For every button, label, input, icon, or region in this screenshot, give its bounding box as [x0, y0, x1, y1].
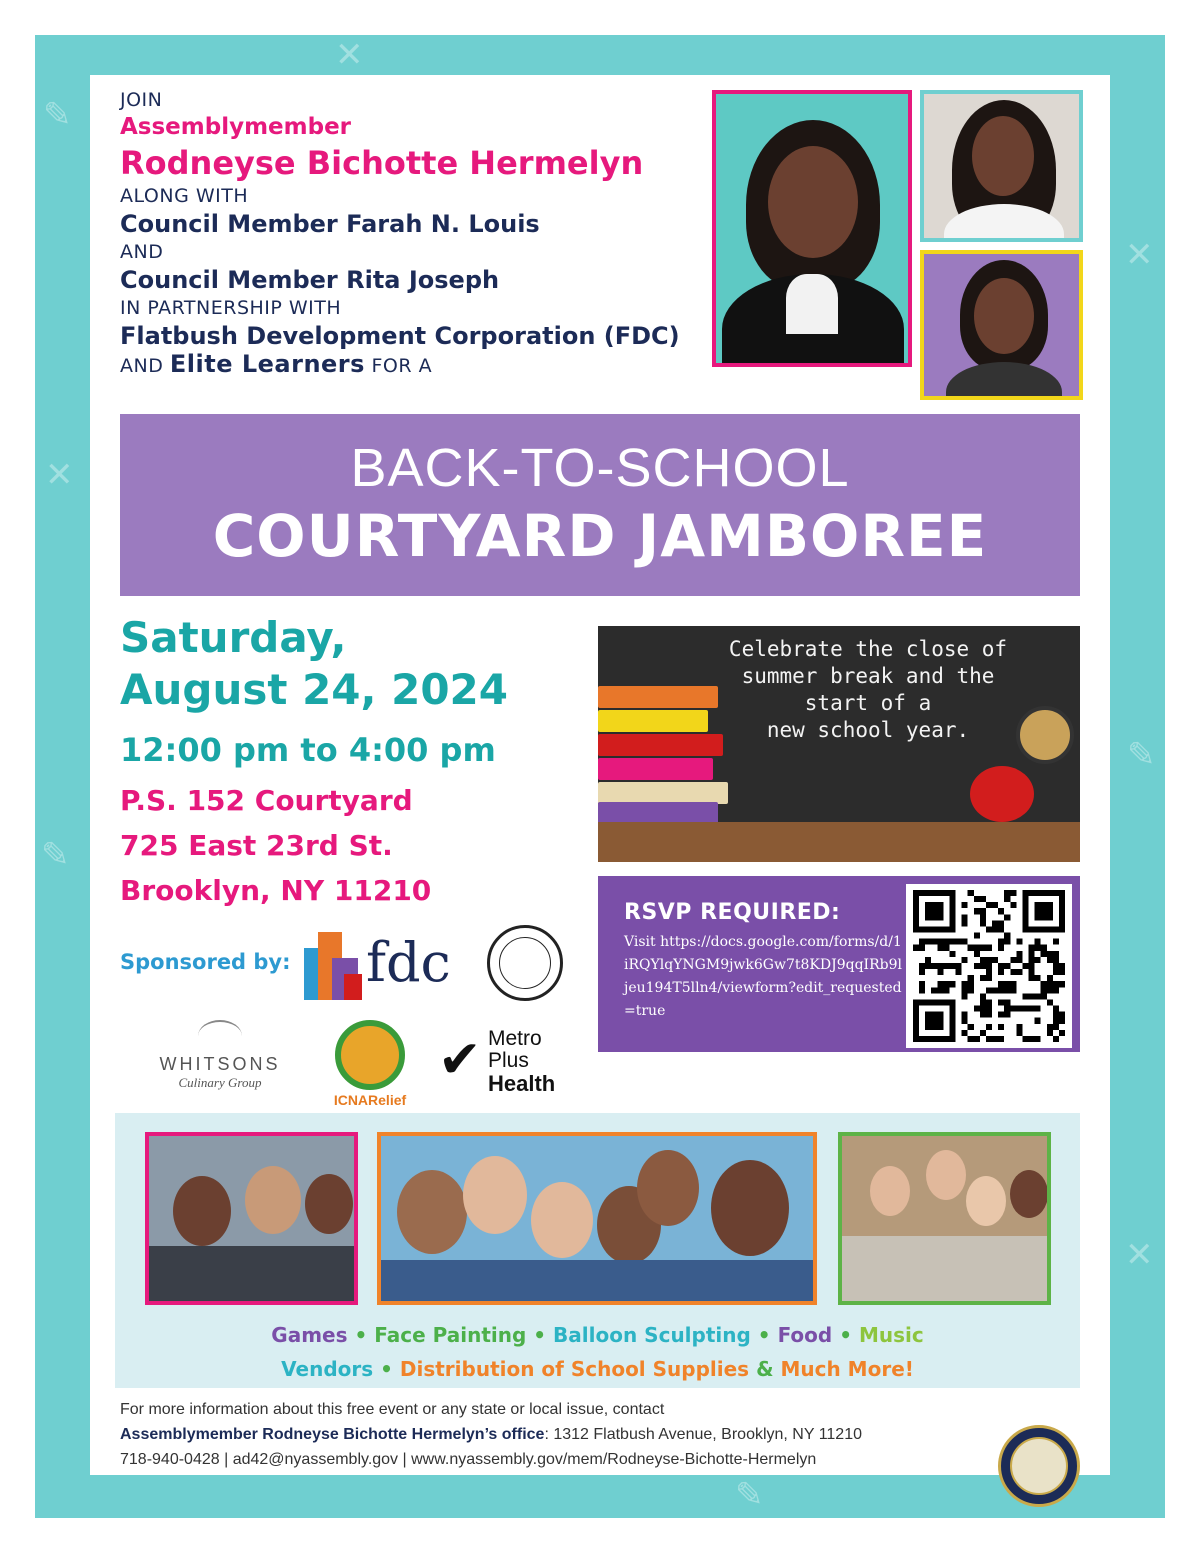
ruler-doodle-icon: ✕ [45, 455, 74, 495]
footer-contact-line[interactable]: 718-940-0428 | ad42@nyassembly.gov | www.nyassembly.gov/mem/Rodneyse-Bichotte-Hermelyn [120, 1451, 817, 1468]
apple-icon [970, 766, 1034, 822]
photo-kids-3 [838, 1132, 1051, 1305]
activities-line-2 [115, 1352, 1080, 1386]
rsvp-heading: RSVP REQUIRED: [624, 900, 841, 925]
qr-code[interactable] [906, 884, 1072, 1048]
footer-intro: For more information about this free event or any state or local issue, contact [120, 1401, 665, 1418]
host-title: Assemblymember [120, 114, 352, 140]
bullet-separator: • [839, 1323, 852, 1347]
partner-org-2: Elite Learners [169, 350, 365, 378]
book-doodle-icon: ✎ [41, 835, 70, 875]
sponsored-by-label: Sponsored by: [120, 950, 291, 974]
activities-line-1 [115, 1318, 1080, 1352]
bullet-separator: • [380, 1357, 393, 1381]
partner-line [120, 352, 710, 378]
pencil-doodle-icon: ✎ [43, 95, 72, 135]
for-a-text: FOR A [371, 355, 433, 377]
activity-games: Games [271, 1323, 348, 1347]
council-member-1: Council Member Farah N. Louis [120, 210, 540, 238]
activity-more: Much More! [780, 1357, 914, 1381]
event-day: Saturday, [120, 613, 347, 662]
chalk-line-3: start of a [804, 691, 932, 715]
chalk-line-2: summer break and the [741, 664, 995, 688]
whitsons-name: WHITSONS [159, 1054, 281, 1074]
ampersand: & [756, 1357, 774, 1381]
whitsons-sub: Culinary Group [178, 1075, 262, 1090]
event-city: Brooklyn, NY 11210 [120, 874, 432, 907]
activity-food: Food [777, 1323, 833, 1347]
elite-learners-logo [487, 925, 563, 1001]
photo-kids-2 [377, 1132, 817, 1305]
metro-line-3: Health [488, 1071, 556, 1096]
activity-music: Music [858, 1323, 924, 1347]
metroplus-health-logo [438, 1028, 578, 1098]
star-doodle-icon: ✕ [335, 35, 364, 75]
star-doodle-icon: ✕ [1125, 235, 1154, 275]
activity-face-painting: Face Painting [374, 1323, 527, 1347]
event-time: 12:00 pm to 4:00 pm [120, 731, 496, 769]
whitsons-logo [140, 1020, 300, 1091]
event-date: August 24, 2024 [120, 665, 508, 714]
rsvp-box [598, 876, 1080, 1052]
chalk-line-4: new school year. [766, 718, 970, 742]
event-venue: P.S. 152 Courtyard [120, 784, 413, 817]
fdc-wordmark: fdc [366, 931, 451, 994]
invitation-header [120, 88, 710, 378]
photo-assemblymember [712, 90, 912, 367]
metro-line-2: Plus [488, 1049, 529, 1072]
event-street: 725 East 23rd St. [120, 829, 393, 862]
icna-relief-logo [320, 1020, 420, 1108]
and-text-2: AND [120, 355, 164, 377]
bullet-separator: • [533, 1323, 547, 1347]
footer-office-line [120, 1422, 1000, 1447]
icna-name: ICNARelief [333, 1092, 407, 1108]
metro-line-1: Metro [488, 1027, 542, 1050]
chalkboard-image [598, 626, 1080, 862]
checkmark-icon: ✔ [438, 1030, 482, 1090]
council-member-2: Council Member Rita Joseph [120, 266, 500, 294]
footer-office: Assemblymember Rodneyse Bichotte Hermelyn’s office [120, 1426, 545, 1443]
event-title-banner [120, 414, 1080, 596]
photo-kids-1 [145, 1132, 358, 1305]
chalk-line-1: Celebrate the close of [728, 637, 1008, 661]
activity-balloon: Balloon Sculpting [553, 1323, 751, 1347]
bullet-separator: • [757, 1323, 771, 1347]
event-title-line2: COURTYARD JAMBOREE [212, 502, 988, 570]
footer-address: : 1312 Flatbush Avenue, Brooklyn, NY 11210 [544, 1426, 862, 1443]
partner-org-1: Flatbush Development Corporation (FDC) [120, 322, 680, 350]
along-with-text: ALONG WITH [120, 185, 249, 207]
activity-supplies: Distribution of School Supplies [399, 1357, 750, 1381]
photo-council-member-1 [920, 90, 1083, 242]
rsvp-link[interactable]: Visit https://docs.google.com/forms/d/1iRQYlqYNGM9jwk6Gw7t8KDJ9qqIRb9ljeu194T5lln4/viewform?edit_requested=true [624, 934, 902, 1019]
partnership-text: IN PARTNERSHIP WITH [120, 297, 342, 319]
ny-assembly-seal [998, 1425, 1080, 1507]
footer-contact [120, 1397, 1000, 1472]
activities-list [115, 1318, 1080, 1386]
globe-icon [1016, 706, 1074, 764]
and-text: AND [120, 241, 164, 263]
event-details [120, 612, 590, 913]
pencil-doodle-icon: ✎ [1127, 735, 1156, 775]
fdc-logo [300, 928, 470, 1004]
event-title-line1: BACK-TO-SCHOOL [350, 438, 850, 498]
pencil-doodle-icon: ✎ [735, 1475, 764, 1515]
bullet-separator: • [354, 1323, 368, 1347]
host-name: Rodneyse Bichotte Hermelyn [120, 144, 644, 182]
chalkboard-message [728, 636, 1008, 744]
activity-vendors: Vendors [281, 1357, 374, 1381]
join-text: JOIN [120, 89, 163, 111]
star-doodle-icon: ✕ [1125, 1235, 1154, 1275]
photo-council-member-2 [920, 250, 1083, 400]
